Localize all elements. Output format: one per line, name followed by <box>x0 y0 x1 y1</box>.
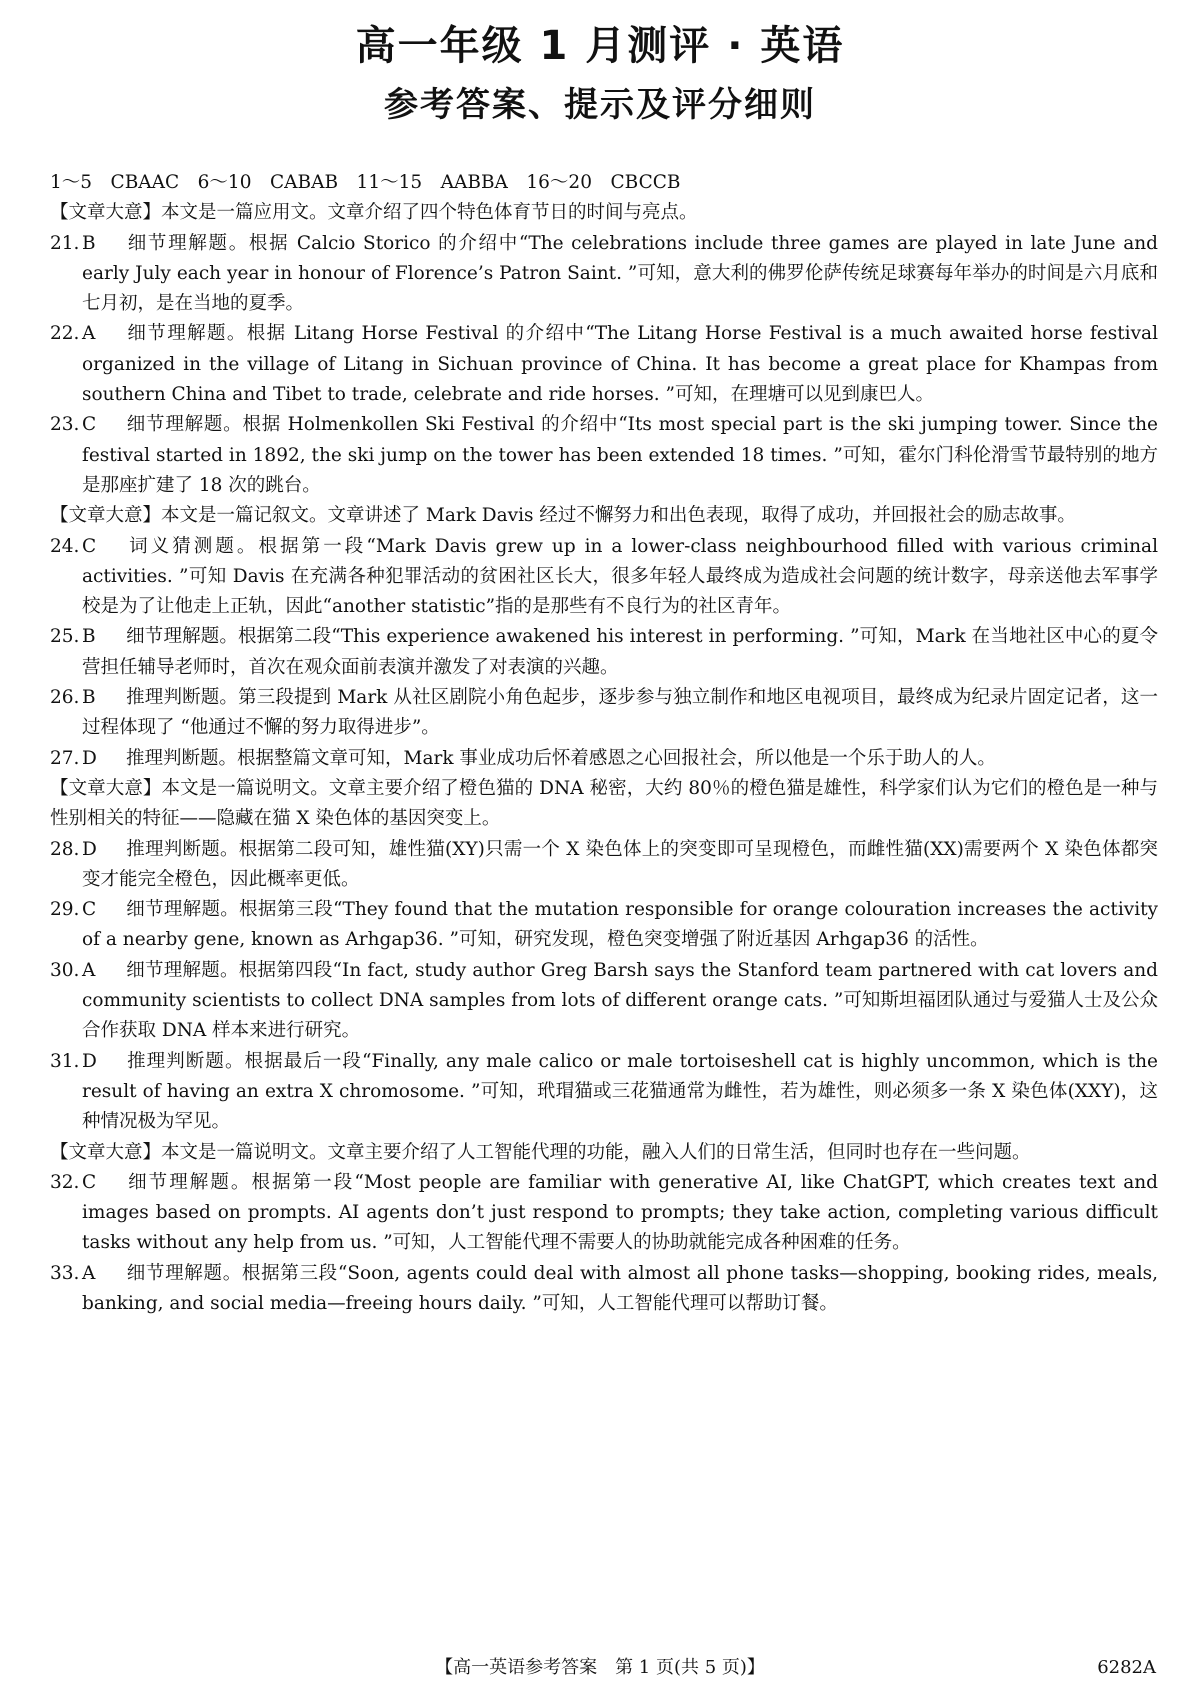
page-footer <box>0 1653 1200 1683</box>
question-explanation: 推理判断题。根据最后一段“Finally, any male calico or male tortoiseshell cat is highly uncommon, which is the result of having an extra X chromosome. ”可知，玳瑁猫或三花猫通常为雌性，若为雄性，则必须多一条 X 染色体(XXY)，这种情况极为罕见。 <box>82 1050 1158 1133</box>
section-summary: 【文章大意】本文是一篇说明文。文章主要介绍了橙色猫的 DNA 秘密，大约 80％的橙色猫是雄性，科学家们认为它们的橙色是一种与性别相关的特征——隐藏在猫 X 染色体的基因突变上。 <box>50 777 1158 830</box>
question-explanation: 推理判断题。第三段提到 Mark 从社区剧院小角色起步，逐步参与独立制作和地区电视项目，最终成为纪录片固定记者，这一过程体现了 “他通过不懈的努力取得进步”。 <box>82 687 1158 739</box>
question-item <box>50 229 1158 320</box>
question-item <box>50 1259 1158 1320</box>
question-explanation: 细节理解题。根据第一段“Most people are familiar with generative AI, like ChatGPT, which creates text and images based on prompts. AI agents don’t just respond to prompts; they take action, completing various difficult tasks without any help from us. ”可知，人工智能代理不需要人的协助就能完成各种困难的任务。 <box>82 1171 1158 1254</box>
question-number: 25. <box>50 626 80 648</box>
section-summary: 【文章大意】本文是一篇记叙文。文章讲述了 Mark Davis 经过不懈努力和出色表现，取得了成功，并回报社会的励志故事。 <box>50 505 1076 527</box>
question-number: 29. <box>50 899 80 921</box>
footer-code: 6282A <box>1097 1657 1156 1678</box>
question-item <box>50 1168 1158 1259</box>
question-explanation: 细节理解题。根据 Holmenkollen Ski Festival 的介绍中“Its most special part is the ski jumping tower. Since the festival started in 1892, the ski jump on the tower has been extended 18 times. ”可知，霍尔门科伦滑雪节最特别的地方是那座扩建了 18 次的跳台。 <box>82 414 1158 496</box>
question-item <box>50 532 1158 623</box>
question-answer: C <box>82 1171 97 1193</box>
question-number: 24. <box>50 535 80 557</box>
question-answer: D <box>82 747 97 769</box>
question-answer: B <box>82 626 96 648</box>
question-item <box>50 319 1158 410</box>
page-subtitle: 参考答案、提示及评分细则 <box>384 85 816 125</box>
question-number: 26. <box>50 687 80 709</box>
question-explanation: 细节理解题。根据第四段“In fact, study author Greg Barsh says the Stanford team partnered with cat lovers and community scientists to collect DNA samples from lots of different orange cats. ”可知斯坦福团队通过与爱猫人士及公众合作获取 DNA 样本来进行研究。 <box>82 959 1158 1042</box>
question-number: 32. <box>50 1171 80 1193</box>
answer-body <box>50 168 1158 1319</box>
question-number: 21. <box>50 232 80 254</box>
question-answer: A <box>82 323 96 345</box>
question-explanation: 细节理解题。根据第三段“They found that the mutation responsible for orange colouration increases the activity of a nearby gene, known as Arhgap36. ”可知，研究发现，橙色突变增强了附近基因 Arhgap36 的活性。 <box>82 899 1158 951</box>
question-item <box>50 956 1158 1047</box>
page-title: 高一年级 1 月测评 · 英语 <box>355 23 845 69</box>
question-answer: A <box>82 1262 96 1284</box>
question-explanation: 细节理解题。根据第三段“Soon, agents could deal with almost all phone tasks—shopping, booking rides, meals, banking, and social media—freeing hours daily. ”可知，人工智能代理可以帮助订餐。 <box>82 1262 1158 1314</box>
question-answer: B <box>82 687 96 709</box>
question-answer: B <box>82 232 96 254</box>
question-number: 28. <box>50 838 80 860</box>
question-answer: C <box>82 899 97 921</box>
question-explanation: 细节理解题。根据第二段“This experience awakened his interest in performing. ”可知，Mark 在当地社区中心的夏令营担任辅导老师时，首次在观众面前表演并激发了对表演的兴趣。 <box>82 626 1158 678</box>
question-number: 33. <box>50 1262 80 1284</box>
question-number: 22. <box>50 323 80 345</box>
question-number: 30. <box>50 959 80 981</box>
question-answer: D <box>82 1050 97 1072</box>
question-item <box>50 744 1158 774</box>
question-explanation: 细节理解题。根据 Calcio Storico 的介绍中“The celebrations include three games are played in late June and early July each year in honour of Florence’s Patron Saint. ”可知，意大利的佛罗伦萨传统足球赛每年举办的时间是六月底和七月初，是在当地的夏季。 <box>82 232 1158 315</box>
question-item <box>50 410 1158 501</box>
question-number: 23. <box>50 414 80 436</box>
section-summary: 【文章大意】本文是一篇应用文。文章介绍了四个特色体育节日的时间与亮点。 <box>50 202 698 224</box>
question-answer: D <box>82 838 97 860</box>
answer-key: 1～5 CBAAC 6～10 CABAB 11～15 AABBA 16～20 CBCCB <box>50 172 681 193</box>
question-number: 31. <box>50 1050 80 1072</box>
question-explanation: 词义猜测题。根据第一段“Mark Davis grew up in a lower-class neighbourhood filled with various criminal activities. ”可知 Davis 在充满各种犯罪活动的贫困社区长大，很多年轻人最终成为造成社会问题的统计数字，母亲送他去军事学校是为了让他走上正轨，因此“another statistic”指的是那些有不良行为的社区青年。 <box>82 535 1158 618</box>
question-answer: C <box>82 535 97 557</box>
question-item <box>50 622 1158 683</box>
question-explanation: 推理判断题。根据第二段可知，雄性猫(XY)只需一个 X 染色体上的突变即可呈现橙色，而雌性猫(XX)需要两个 X 染色体都突变才能完全橙色，因此概率更低。 <box>82 838 1158 890</box>
question-number: 27. <box>50 747 80 769</box>
question-item <box>50 835 1158 896</box>
question-explanation: 推理判断题。根据整篇文章可知，Mark 事业成功后怀着感恩之心回报社会，所以他是一个乐于助人的人。 <box>126 747 996 769</box>
footer-page-info: 【高一英语参考答案 第 1 页(共 5 页)】 <box>435 1657 765 1678</box>
question-item <box>50 683 1158 744</box>
question-answer: C <box>82 414 97 436</box>
question-item <box>50 895 1158 956</box>
section-summary: 【文章大意】本文是一篇说明文。文章主要介绍了人工智能代理的功能，融入人们的日常生活，但同时也存在一些问题。 <box>50 1141 1031 1163</box>
question-explanation: 细节理解题。根据 Litang Horse Festival 的介绍中“The Litang Horse Festival is a much awaited horse festival organized in the village of Litang in Sichuan province of China. It has become a great place for Khampas from southern China and Tibet to trade, celebrate and ride horses. ”可知，在理塘可以见到康巴人。 <box>82 323 1158 406</box>
question-item <box>50 1047 1158 1138</box>
question-answer: A <box>82 959 96 981</box>
